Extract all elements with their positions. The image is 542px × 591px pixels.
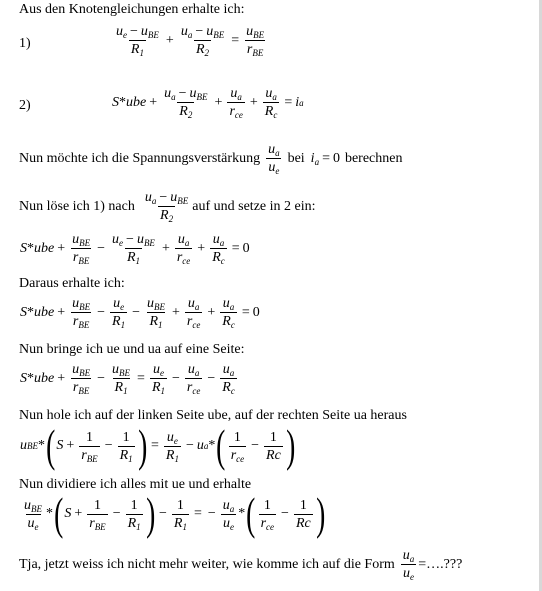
eq2-number: 2) (19, 98, 31, 113)
equation-separated: S * ube + $\frac{u_{BE}}{r_{BE}}$ − $\frac{u_{BE}}{R_1}$ = $\frac{u_e}{R_1}$ − $\frac{u_a}{r_{ce}}$ − $\frac{u_a}{R_c}$ (20, 362, 235, 396)
equation-2: S * ube + $\frac{u_a - u_{BE}}{R_2}$ + $\frac{u_a}{r_{ce}}$ + $\frac{u_a}{R_c}$ = i a (112, 86, 304, 120)
solve-line: Nun löse ich 1) nach $\frac{u_a - u_{BE}}{R_2}$ auf und setze in 2 ein: (19, 190, 316, 224)
equation-1: $\frac{u_e - u_{BE}}{R_1}$ + $\frac{u_a - u_{BE}}{R_2}$ = $\frac{u_{BE}}{r_{BE}}$ (116, 24, 265, 58)
equation-substituted: S * ube + $\frac{u_{BE}}{r_{BE}}$ − $\frac{u_e - u_{BE}}{R_1}$ + $\frac{u_a}{r_{ce}}$ + $\frac{u_a}{R_c}$ = 0 (20, 232, 250, 266)
equation-factored: u BE * ( S + $\frac{1}{r_{BE}}$ − $\frac{1}{R_1}$ ) = $\frac{u_e}{R_1}$ − u a * ( $\frac{1}{r_{ce}}$ − $\frac{1}{Rc}$ ) (20, 420, 296, 471)
final-line: Tja, jetzt weiss ich nicht mehr weiter, wie komme ich auf die Form $\frac{u_a}{u_e}$ =….??? (19, 548, 463, 582)
fraction: $\frac{u_e - u_{BE}}{R_1}$ (116, 24, 159, 58)
daraus-text: Daraus erhalte ich: (19, 276, 125, 291)
equation-divided: $\frac{u_{BE}}{u_e}$ * ( S + $\frac{1}{r_{BE}}$ − $\frac{1}{R_1}$ ) − $\frac{1}{R_1}$ = − $\frac{u_a}{u_e}$ * ( $\frac{1}{r_{ce}}$ − $\frac{1}{Rc}$ ) (24, 488, 325, 539)
fraction: $\frac{u_{BE}}{r_{BE}}$ (246, 24, 265, 58)
gain-line: Nun möchte ich die Spannungsverstärkung $\frac{u_a}{u_e}$ bei $i_a = 0$ berechnen (19, 142, 403, 176)
bringe-text: Nun bringe ich ue und ua auf eine Seite: (19, 342, 245, 357)
eq1-number: 1) (19, 36, 31, 51)
hole-text: Nun hole ich auf der linken Seite ube, auf der rechten Seite ua heraus (19, 408, 407, 423)
fraction: $\frac{u_a - u_{BE}}{R_2}$ (180, 24, 225, 58)
equation-expanded: S * ube + $\frac{u_{BE}}{r_{BE}}$ − $\frac{u_e}{R_1}$ − $\frac{u_{BE}}{R_1}$ + $\frac{u_a}{r_{ce}}$ + $\frac{u_a}{R_c}$ = 0 (20, 296, 260, 330)
intro-text: Aus den Knotengleichungen erhalte ich: (19, 2, 245, 17)
dividiere-text: Nun dividiere ich alles mit ue und erhalte (19, 477, 252, 492)
